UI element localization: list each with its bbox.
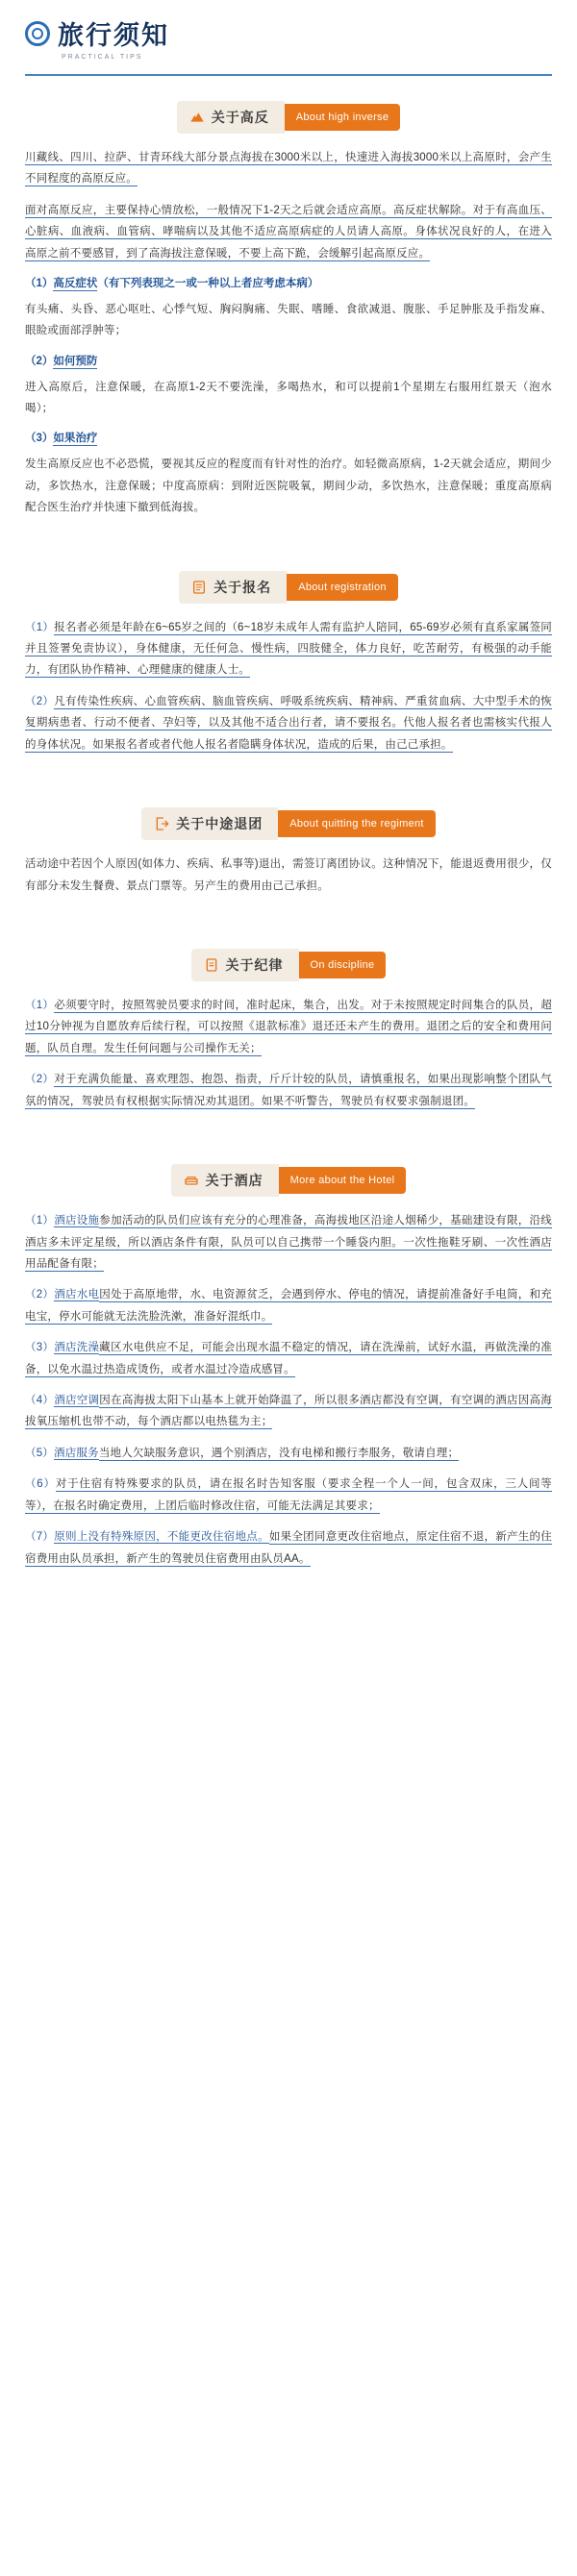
section-title-cn: 关于高反 [211,110,269,125]
list-item: （1）报名者必须是年龄在6~65岁之间的（6~18岁未成年人需有监护人陪同，65-69岁必须有直系家属签同并且签署免责协议），身体健康，无任何急、慢性病，四肢健全，体力良好，吃苦耐劳，有极强的动手能力，有团队协作精神、心理健康的健康人士。 [25,621,552,677]
masthead-row [25,21,550,50]
list-item-body: 有头痛、头昏、恶心呕吐、心悸气短、胸闷胸痛、失眠、嗜睡、食欲减退、腹胀、手足肿胀及手指发麻、眼睑或面部浮肿等； [25,303,552,337]
section-gap [0,906,577,924]
page-subtitle: PRACTICAL TIPS [62,54,143,61]
list-item-heading: （2）如何预防 [25,355,98,367]
section-discipline [0,949,577,1112]
list-item: （1）必须要守时，按照驾驶员要求的时间，准时起床，集合，出发。对于未按照规定时间集合的队员，超过10分钟视为自愿放弃后续行程，可以按照《退款标准》退还还未产生的费用。退团之后的安全和费用问题，队员自理。发生任何问题与公司操作无关； [25,999,553,1054]
section-gap [0,1122,577,1139]
list-item-heading: （3）如果治疗 [25,433,98,445]
list-item: （2）对于充满负能量、喜欢理怨、抱怨、指责，斤斤计较的队员，请慎重报名，如果出现影响整个团队气氛的情况，驾驶员有权根据实际情况劝其退团。如果不听警告，驾驶员有权要求强制退团。 [25,1074,553,1107]
section-header [25,949,552,981]
section-title-en: About registration [287,574,398,601]
masthead-divider [25,74,552,76]
section-title-en: About high inverse [285,104,401,131]
paragraph: 面对高原反应，主要保持心情放松，一般情况下1-2天之后就会适应高原。高反症状解除。对于有高血压、心脏病、血液病、血管病、哮喘病以及其他不适应高原病症的人员请人高原。身体状况良好的人，在进入高原之前不要感冒，到了高海拔注意保暖，不要上高下跪，会缓解引起高原反应。 [25,204,552,260]
list-item: （5）酒店服务当地人欠缺服务意识，遇个别酒店，没有电梯和搬行李服务，敬请自理； [25,1447,460,1459]
discipline-icon [204,957,219,973]
section-gap [0,529,577,546]
section-title-en: More about the Hotel [279,1167,407,1194]
list-item: （6）对于住宿有特殊要求的队员，请在报名时告知客服（要求全程一个人一间，包含双床，三人间等等），在报名时确定费用，上团后临时修改住宿，可能无法满足其要求； [25,1478,552,1512]
section-chip [191,949,299,981]
list-item-heading: （1）高反症状（有下列表现之一或一种以上者应考虑本病） [25,278,319,290]
section-title-cn: 关于纪律 [225,956,284,973]
section-gap [0,765,577,782]
section-chip [141,807,278,840]
list-item: （2）凡有传染性疾病、心血管疾病、脑血管疾病、呼吸系统疾病、精神病、严重贫血病、大中型手术的恢复期病患者、行动不便者、孕妇等，以及其他不适合出行者，请不要报名。代他人报名者也需核实代报人的身体状况。如果报名者或者代他人报名者隐瞒身体状况，造成的后果，由己己承担。 [25,695,553,751]
section-hotel [0,1164,577,1570]
page-title: 旅行须知 [58,20,169,51]
list-item-body: 进入高原后，注意保暖，在高原1-2天不要洗澡，多喝热水，和可以提前1个星期左右服用红景天（泡水喝）； [25,381,552,415]
section-quitting [0,807,577,897]
list-item: （1）酒店设施参加活动的队员们应该有充分的心理准备，高海拔地区沿途人烟稀少，基础建设有限，沿线酒店多未评定星级，所以酒店条件有限，队员可以自己携带一个睡袋内胆。一次性拖鞋牙刷、一次性酒店用品配备有限； [25,1215,552,1270]
masthead [0,0,577,66]
form-icon [191,580,207,595]
list-item-body: 发生高原反应也不必恐慌，要视其反应的程度而有针对性的治疗。如轻微高原病，1-2天就会适应，期间少动，多饮热水，注意保暖；中度高原病：到附近医院吸氧，期间少动，多饮热水，注意保暖；重度高原病配合医生治疗并快速下撤到低海拔。 [25,458,552,514]
list-item: （7）原则上没有特殊原因，不能更改住宿地点。如果全团同意更改住宿地点，原定住宿不退，新产生的住宿费用由队员承担，新产生的驾驶员住宿费用由队员AA。 [25,1531,553,1565]
section-header [25,571,552,604]
list-item: （3）酒店洗澡藏区水电供应不足，可能会出现水温不稳定的情况，请在洗澡前，试好水温，再做洗澡的准备，以免水温过热造成烫伤，或者水温过冷造成感冒。 [25,1342,552,1375]
section-registration [0,571,577,756]
list-item: （4）酒店空调因在高海拔太阳下山基本上就开始降温了，所以很多酒店都没有空调，有空调的酒店因高海拔氧压缩机也带不动，每个酒店都以电热毯为主； [25,1395,552,1428]
section-title-en: About quitting the regiment [278,810,436,837]
section-chip [179,571,287,604]
section-title-en: On discipline [299,952,387,978]
list-item: （2）酒店水电因处于高原地带，水、电资源贫乏，会遇到停水、停电的情况，请提前准备好手电筒，和充电宝，停水可能就无法洗脸洗漱，准备好混纸巾。 [25,1289,552,1323]
paragraph: 川藏线、四川、拉萨、甘青环线大部分景点海拔在3000米以上，快速进入海拔3000米以上高原时，会产生不同程度的高原反应。 [25,152,552,186]
paragraph: 活动途中若因个人原因(如体力、疾病、私事等)退出，需签订离团协议。这种情况下，能退返费用很少，仅有部分未发生餐费、景点门票等。另产生的费用由己己承担。 [25,858,552,892]
hotel-icon [184,1173,199,1188]
section-chip [171,1164,279,1197]
mountain-icon [189,110,205,125]
section-title-cn: 关于报名 [213,579,272,595]
section-header [25,1164,552,1197]
section-header [25,101,552,134]
section-high-altitude [0,101,577,519]
section-title-cn: 关于酒店 [205,1173,263,1189]
section-header [25,807,552,840]
circle-logo-icon [25,21,50,46]
section-title-cn: 关于中途退团 [176,816,263,832]
section-chip [177,101,285,134]
exit-icon [154,816,169,831]
